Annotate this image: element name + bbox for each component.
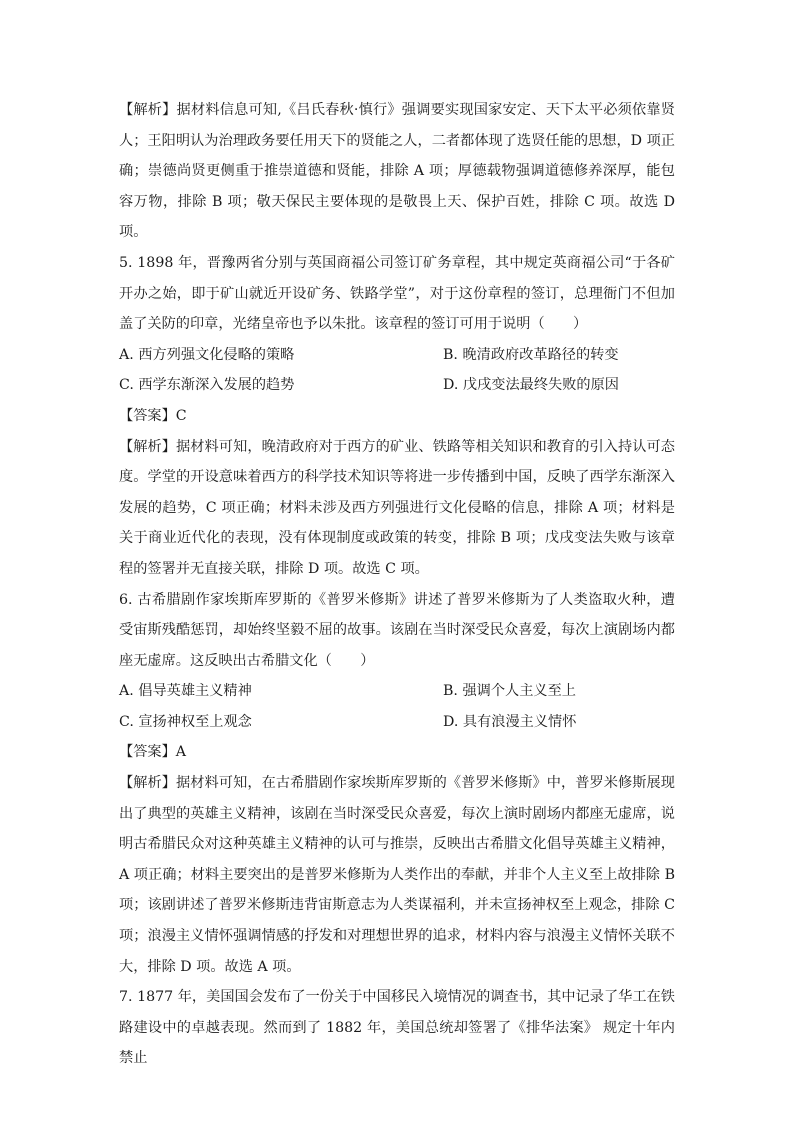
question-7-stem: 7. 1877 年，美国国会发布了一份关于中国移民入境情况的调查书，其中记录了华工在铁路建设中的卓越表现。然而到了 1882 年，美国总统却签署了《排华法案》 规定十年内禁止 (119, 989, 675, 1067)
document-page (119, 95, 675, 1074)
question-5-option-c[interactable]: C. 西学东渐深入发展的趋势 (119, 377, 295, 394)
question-5-option-b[interactable]: B. 晚清政府改革路径的转变 (443, 346, 619, 363)
question-6-options (119, 676, 675, 737)
analysis-paragraph: 【解析】据材料信息可知,《吕氏春秋·慎行》强调要实现国家安定、天下太平必须依靠贤人；王阳明认为治理政务要任用天下的贤能之人，二者都体现了选贤任能的思想，D 项正确；崇德尚贤更侧重于推崇道德和贤能，排除 A 项；厚德载物强调道德修养深厚，能包容万物，排除 B 项；敬天保民主要体现的是敬畏上天、保护百姓，排除 C 项。故选 D 项。 (119, 102, 675, 241)
question-5-option-d[interactable]: D. 戊戌变法最终失败的原因 (443, 377, 619, 394)
question-6-option-d[interactable]: D. 具有浪漫主义情怀 (443, 713, 577, 730)
question-6-answer: 【答案】A (119, 744, 186, 761)
question-6-option-c[interactable]: C. 宣扬神权至上观念 (119, 713, 252, 730)
question-5-stem: 5. 1898 年，晋豫两省分别与英国商福公司签订矿务章程，其中规定英商福公司“于各矿开办之始，即于矿山就近开设矿务、铁路学堂”，对于这份章程的签订，总理衙门不但加盖了关防的印章，光绪皇帝也予以朱批。该章程的签订可用于说明（ ） (119, 254, 675, 333)
question-6-analysis: 【解析】据材料可知，在古希腊剧作家埃斯库罗斯的《普罗米修斯》中，普罗米修斯展现出了典型的英雄主义精神，该剧在当时深受民众喜爱，每次上演时剧场内都座无虚席，说明古希腊民众对这种英雄主义精神的认可与推崇，反映出古希腊文化倡导英雄主义精神，A 项正确；材料主要突出的是普罗米修斯为人类作出的奉献，并非个人主义至上故排除 B 项；该剧讲述了普罗米修斯违背宙斯意志为人类谋福利，并未宣扬神权至上观念，排除 C 项；浪漫主义情怀强调情感的抒发和对理想世界的追求，材料内容与浪漫主义情怀关联不大，排除 D 项。故选 A 项。 (119, 775, 675, 975)
question-6-option-b[interactable]: B. 强调个人主义至上 (443, 683, 576, 700)
question-6-option-a[interactable]: A. 倡导英雄主义精神 (119, 683, 252, 700)
question-5-answer: 【答案】C (119, 407, 187, 424)
question-5-options (119, 340, 675, 401)
question-6-stem: 6. 古希腊剧作家埃斯库罗斯的《普罗米修斯》讲述了普罗米修斯为了人类盗取火种，遭受宙斯残酷惩罚，却始终坚毅不屈的故事。该剧在当时深受民众喜爱，每次上演剧场内都座无虚席。这反映出古希腊文化（ ） (119, 591, 675, 669)
question-5-analysis: 【解析】据材料可知，晚清政府对于西方的矿业、铁路等相关知识和教育的引入持认可态度。学堂的开设意味着西方的科学技术知识等将进一步传播到中国，反映了西学东渐深入发展的趋势，C 项正确；材料未涉及西方列强进行文化侵略的信息，排除 A 项；材料是关于商业近代化的表现，没有体现制度或政策的转变，排除 B 项；戊戌变法失败与该章程的签署并无直接关联，排除 D 项。故选 C 项。 (119, 438, 675, 577)
question-5-option-a[interactable]: A. 西方列强文化侵略的策略 (119, 346, 295, 363)
